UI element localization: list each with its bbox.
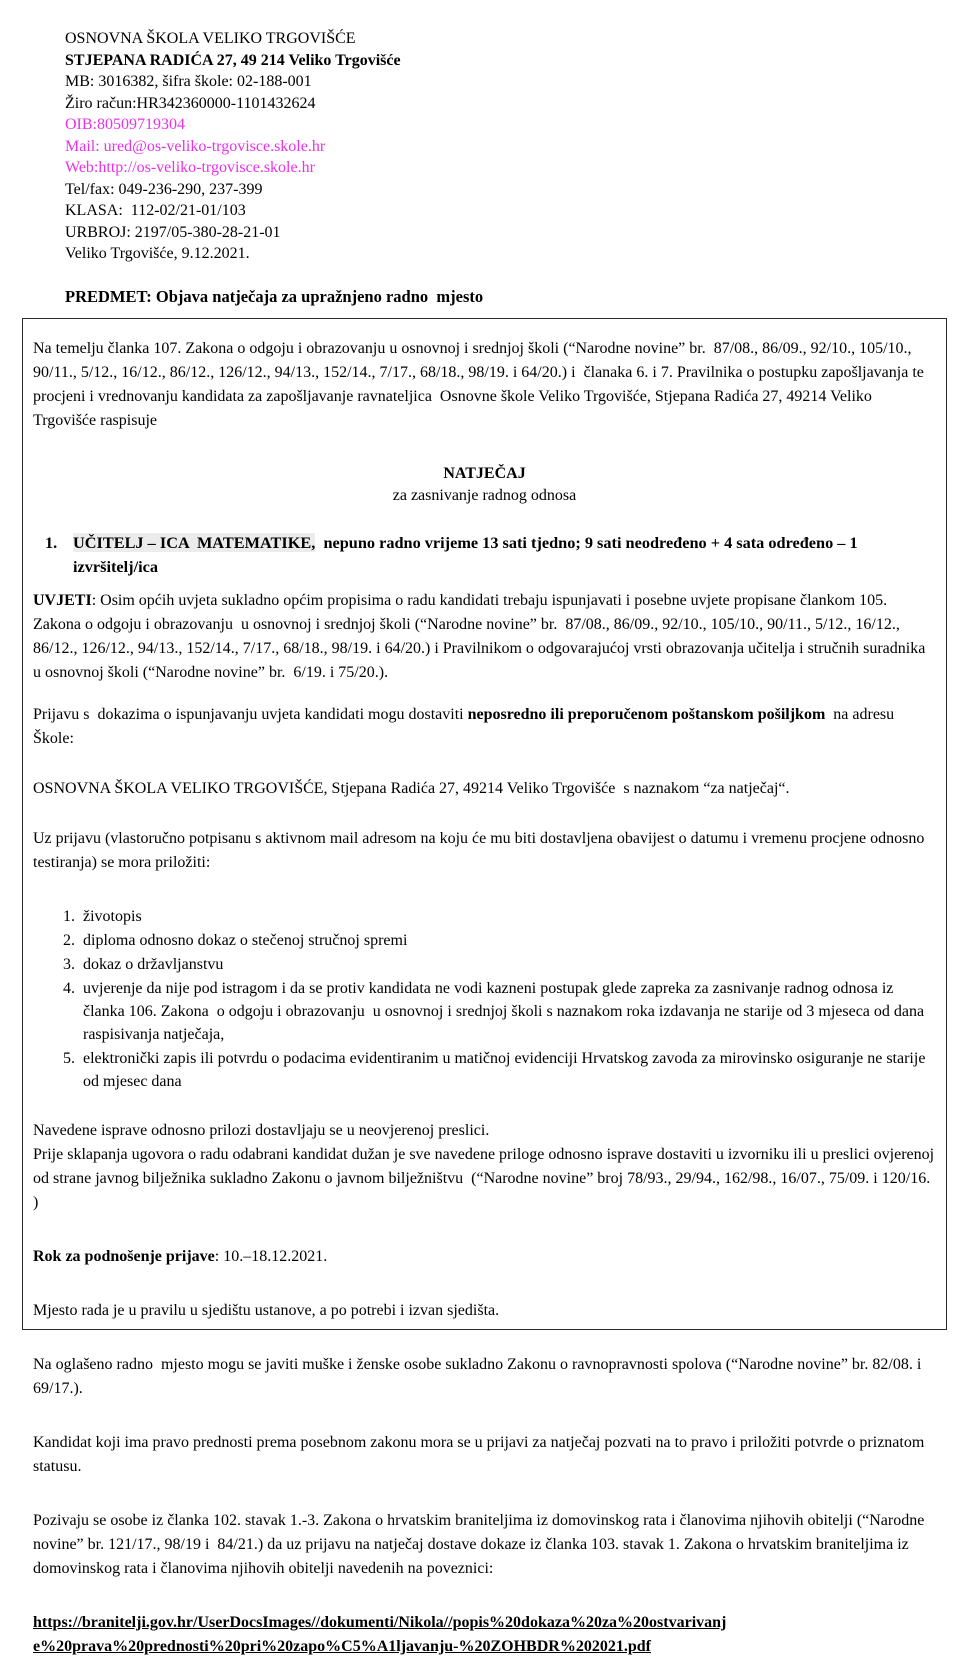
- position-number: 1.: [45, 533, 58, 552]
- oib-line: OIB:80509719304: [65, 116, 185, 133]
- priority-note: Kandidat koji ima pravo prednosti prema posebnom zakonu mora se u prijavi za natječaj pozvati na to pravo i priložiti potvrde o priznatom statusu.: [33, 1434, 929, 1475]
- attachment-item: 1. životopis: [79, 905, 936, 928]
- position-text: [73, 531, 936, 579]
- application-post: na adresu Škole:: [33, 706, 899, 747]
- intro-paragraph: Na temelju članka 107. Zakona o odgoju i obrazovanju u osnovnoj i srednjoj školi (“Narodne novine” br. 87/08., 86/09., 92/10., 105/10., 90/11., 5/12., 16/12., 86/12., 126/12., 94/13., 152/14., 7/17., 68/18., 98/19. i 64/20.) i članaka 6. i 7. Pravilnika o postupku zapošljavanja te procjeni i vrednovanju kandidata za zapošljavanje ravnateljica Osnovne škole Veliko Trgovišće, Stjepana Radića 27, 49214 Veliko Trgovišće raspisuje: [33, 340, 928, 429]
- subject-line: PREDMET: Objava natječaja za upražnjeno radno mjesto: [65, 286, 484, 306]
- conditions-paragraph: [33, 589, 936, 685]
- application-bold: neposredno ili preporučenom poštanskom pošiljkom: [467, 706, 826, 723]
- original-note: Prije sklapanja ugovora o radu odabrani kandidat dužan je sve navedene priloge odnosno isprave dostaviti u izvorniku ili u preslici ovjerenoj od strane javnog bilježnika sukladno Zakonu o javnom bilježništvu (“Narodne novine” broj 78/93., 29/94., 162/98., 16/07., 75/09. i 120/16. ): [33, 1146, 939, 1211]
- attachments-list: [33, 905, 936, 1093]
- attachment-item: 2. diploma odnosno dokaz o stečenoj stručnoj spremi: [79, 929, 936, 952]
- school-address: STJEPANA RADIĆA 27, 49 214 Veliko Trgovišće: [65, 51, 401, 69]
- application-paragraph: [33, 703, 936, 751]
- telfax-line: Tel/fax: 049-236-290, 237-399: [65, 180, 263, 198]
- veterans-note: Pozivaju se osobe iz članka 102. stavak 1.-3. Zakona o hrvatskim braniteljima iz domovinskog rata i članovima njihovih obitelji (“Narodne novine” br. 121/17., 98/19 i 84/21.) da uz prijavu na natječaj dostave dokaze iz članka 103. stavak 1. Zakona o hrvatskim braniteljima iz domovinskog rata i članovima njihovih obitelji navedenih na poveznici:: [33, 1512, 929, 1577]
- position-details: nepuno radno vrijeme 13 sati tjedno; 9 sati neodređeno + 4 sata određeno – 1 izvršitelj/ica: [73, 533, 862, 576]
- mb-line: MB: 3016382, šifra škole: 02-188-001: [65, 73, 312, 90]
- place-date-line: Veliko Trgovišće, 9.12.2021.: [65, 245, 250, 262]
- notice-box: [22, 318, 947, 1655]
- deadline-value: : 10.–18.12.2021.: [214, 1248, 328, 1265]
- deadline-label: Rok za podnošenje prijave: [33, 1248, 215, 1265]
- attach-intro-paragraph: Uz prijavu (vlastoručno potpisanu s aktivnom mail adresom na koju će mu biti dostavljena obavijest o datumu i vremenu procjene odnosno testiranja) se mora priložiti:: [33, 830, 929, 871]
- web-line: Web:http://os-veliko-trgovisce.skole.hr: [65, 159, 315, 176]
- application-pre: Prijavu s dokazima o ispunjavanju uvjeta kandidati mogu dostaviti: [33, 706, 468, 723]
- letterhead: [0, 0, 968, 265]
- conditions-label: UVJETI: [33, 592, 92, 609]
- position-item: [45, 531, 936, 579]
- equality-note: Na oglašeno radno mjesto mogu se javiti muške i ženske osobe sukladno Zakonu o ravnopravnosti spolova (“Narodne novine” br. 82/08. i 69/17.).: [33, 1356, 926, 1397]
- link-paragraph: [33, 1611, 733, 1659]
- school-name: OSNOVNA ŠKOLA VELIKO TRGOVIŠĆE: [65, 30, 356, 47]
- klasa-line: KLASA: 112-02/21-01/103: [65, 202, 246, 219]
- copies-note: Navedene isprave odnosno prilozi dostavljaju se u neovjerenoj preslici.: [33, 1122, 490, 1139]
- workplace-note: Mjesto rada je u pravilu u sjedištu ustanove, a po potrebi i izvan sjedišta.: [33, 1302, 500, 1319]
- attachment-item: 4. uvjerenje da nije pod istragom i da se protiv kandidata ne vodi kazneni postupak glede zapreka za zasnivanje radnog odnosa iz članka 106. Zakona o odgoju i obrazovanju u osnovnoj i srednjoj školi s naznakom roka izdavanja ne starije od 3 mjeseca od dana raspisivanja natječaja,: [79, 977, 936, 1046]
- notice-subtitle: za zasnivanje radnog odnosa: [392, 487, 577, 504]
- conditions-text: : Osim općih uvjeta sukladno općim propisima o radu kandidati trebaju ispunjavati i posebne uvjete propisane člankom 105. Zakona o odgoju i obrazovanju u osnovnoj i srednjoj školi (“Narodne novine” br. 87/08., 86/09., 92/10., 105/10., 90/11., 5/12., 16/12., 86/12., 126/12., 94/13., 152/14., 7/17., 68/18., 98/19. i 64/20.) i Pravilnikom o odgovarajućoj vrsti obrazovanja učitelja i stručnih suradnika u osnovnoj školi (“Narodne novine” br. 6/19. i 75/20.).: [33, 592, 930, 681]
- attachment-item: 5. elektronički zapis ili potvrdu o podacima evidentiranim u matičnoj evidenciji Hrvatskog zavoda za mirovinsko osiguranje ne starije od mjesec dana: [79, 1047, 936, 1093]
- attachment-item: 3. dokaz o državljanstvu: [79, 953, 936, 976]
- position-role: UČITELJ – ICA MATEMATIKE,: [73, 533, 316, 552]
- deadline-paragraph: [33, 1245, 936, 1269]
- veterans-evidence-link[interactable]: https://branitelji.gov.hr/UserDocsImages//dokumenti/Nikola//popis%20dokaza%20za%20ostvarivanje%20prava%20prednosti%20pri%20zapo%C5%A1ljavanju-%20ZOHBDR%202021.pdf: [33, 1614, 727, 1655]
- bank-account-line: Žiro račun:HR342360000-1101432624: [65, 94, 316, 112]
- urbroj-line: URBROJ: 2197/05-380-28-21-01: [65, 223, 281, 241]
- school-address-paragraph: OSNOVNA ŠKOLA VELIKO TRGOVIŠĆE, Stjepana Radića 27, 49214 Veliko Trgovišće s naznakom “za natječaj“.: [33, 780, 790, 797]
- mail-line: Mail: ured@os-veliko-trgovisce.skole.hr: [65, 137, 326, 155]
- notice-title: NATJEČAJ: [443, 465, 526, 482]
